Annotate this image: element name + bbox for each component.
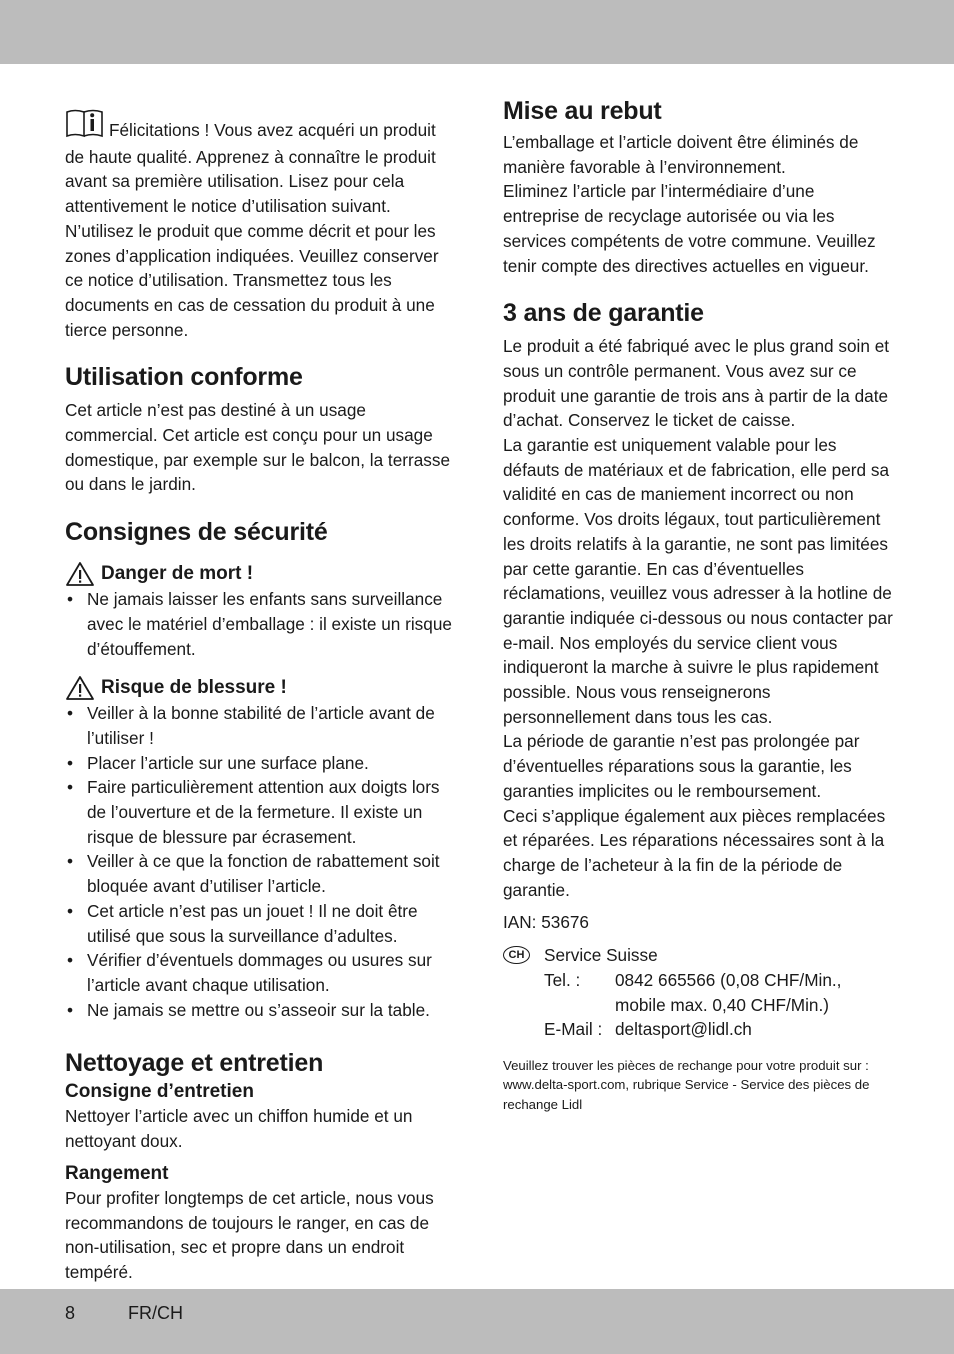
list-item: • Vérifier d’éventuels dommages ou usures sur l’article avant chaque utilisation.: [65, 948, 455, 997]
warning-triangle-icon: [65, 675, 95, 701]
warranty-section: [503, 298, 895, 902]
list-item: • Faire particulièrement attention aux doigts lors de l’ouverture et de la fermeture. Il existe un risque de blessure par écrasement.: [65, 775, 455, 849]
right-column: [503, 96, 895, 1114]
cleaning-section: [65, 1048, 455, 1284]
service-title: Service Suisse: [544, 945, 658, 966]
storage-heading: Rangement: [65, 1162, 169, 1184]
injury-heading: Risque de blessure !: [101, 677, 287, 699]
injury-list: [65, 701, 455, 1022]
list-item: • Placer l’article sur une surface plane.: [65, 751, 455, 776]
email-value: deltasport@lidl.ch: [615, 1019, 752, 1040]
usage-heading: Utilisation conforme: [65, 363, 303, 392]
intro-text: Félicitations ! Vous avez acquéri un produit de haute qualité. Apprenez à connaître le produit avant sa première utilisation. Lisez pour cela attentivement le notice d’utilisation suivant. N’utilisez le produit que comme décrit et pour les zones d’application indiquées. Veuillez conserver ce notice d’utilisation. Transmettez tous les documents en cas de cessation du produit à une tierce personne.: [65, 120, 439, 340]
service-tel-row: [544, 968, 895, 1017]
disposal-text-2: Eliminez l’article par l’intermédiaire d’une entreprise de recyclage autorisée ou via les services compétents de votre commune. Veuillez tenir compte des directives actuelles en vigueur.: [503, 181, 876, 276]
list-item: • Ne jamais se mettre ou s’asseoir sur la table.: [65, 998, 455, 1023]
usage-section: [65, 362, 455, 497]
disposal-heading: Mise au rebut: [503, 97, 662, 125]
care-heading: Consigne d’entretien: [65, 1081, 254, 1103]
service-details: [544, 943, 895, 1042]
injury-warning: [65, 675, 455, 701]
tel-label: Tel. :: [544, 969, 581, 990]
header-band: [0, 0, 954, 64]
service-email-row: [544, 1017, 895, 1042]
tel-value-note: mobile max. 0,40 CHF/Min.): [615, 994, 829, 1015]
warranty-paragraph: La garantie est uniquement valable pour les défauts de matériaux et de fabrication, elle perd sa validité en cas de maniement incorrect ou non conforme. Vos droits légaux, tout particulièrement les droits relatifs à la garantie, ne sont pas limitées par cette garantie. En cas d’éventuelles réclamations, veuillez vous adresser à la hotline de garantie indiquée ci-dessous ou nous contacter par e-mail. Nos employés du service client vous indiqueront la marche à suivre le plus rapidement possible. Nous vous renseignerons personnellement dans tous les cas.: [503, 435, 893, 727]
intro-paragraph: [65, 108, 455, 342]
tel-values: [615, 968, 895, 1017]
spare-parts-note: Veuillez trouver les pièces de rechange pour votre produit sur : www.delta-sport.com, rubrique Service - Service des pièces de rechange Lidl: [503, 1057, 870, 1112]
warranty-heading: 3 ans de garantie: [503, 299, 704, 328]
list-item: • Veiller à ce que la fonction de rabattement soit bloquée avant d’utiliser l’article.: [65, 849, 455, 898]
list-item: • Veiller à la bonne stabilité de l’article avant de l’utiliser !: [65, 701, 455, 750]
list-item: • Ne jamais laisser les enfants sans surveillance avec le matériel d’emballage : il existe un risque d’étouffement.: [65, 587, 455, 661]
service-block: [503, 943, 895, 1042]
email-label: E-Mail :: [544, 1019, 603, 1040]
page-number: 8: [65, 1303, 76, 1323]
book-info-icon: [65, 108, 105, 145]
warning-triangle-icon: [65, 561, 95, 587]
left-column: [65, 96, 455, 1285]
safety-heading: Consignes de sécurité: [65, 518, 328, 547]
ian-number: IAN: 53676: [503, 912, 589, 933]
storage-text: Pour profiter longtemps de cet article, nous vous recommandons de toujours le ranger, en cas de non-utilisation, sec et propre dans un endroit tempéré.: [65, 1187, 434, 1282]
danger-heading: Danger de mort !: [101, 563, 254, 585]
tel-value: 0842 665566 (0,08 CHF/Min.,: [615, 969, 842, 990]
danger-warning: [65, 561, 455, 587]
language-code: FR/CH: [128, 1303, 183, 1323]
disposal-text: L’emballage et l’article doivent être éliminés de manière favorable à l’environnement.: [503, 132, 859, 177]
usage-text: Cet article n’est pas destiné à un usage commercial. Cet article est conçu pour un usage domestique, par exemple sur le balcon, la terrasse ou dans le jardin.: [65, 400, 451, 495]
country-badge-icon: CH: [503, 946, 530, 964]
warranty-paragraph: La période de garantie n’est pas prolongée par d’éventuelles réparations sous la garantie, les garanties implicites ou le remboursement.: [503, 731, 860, 801]
safety-section: [65, 517, 455, 1022]
list-item: • Cet article n’est pas un jouet ! Il ne doit être utilisé que sous la surveillance d’adultes.: [65, 899, 455, 948]
warranty-paragraph: Le produit a été fabriqué avec le plus grand soin et sous un contrôle permanent. Vous avez sur ce produit une garantie de trois ans à partir de la date d’achat. Conservez le ticket de caisse.: [503, 336, 890, 431]
care-text: Nettoyer l’article avec un chiffon humide et un nettoyant doux.: [65, 1106, 413, 1152]
cleaning-heading: Nettoyage et entretien: [65, 1049, 324, 1078]
warranty-paragraph: Ceci s’applique également aux pièces remplacées et réparées. Les réparations nécessaires sont à la charge de l’acheteur à la fin de la période de garantie.: [503, 805, 886, 900]
danger-list: [65, 587, 455, 661]
